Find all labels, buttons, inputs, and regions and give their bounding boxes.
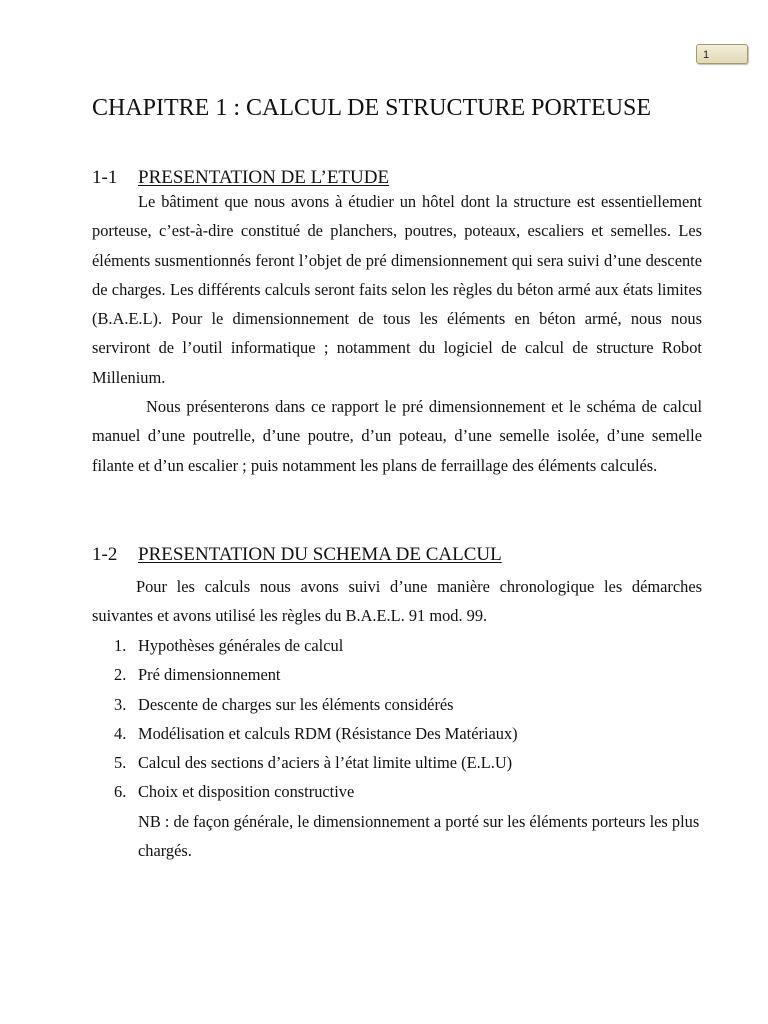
note-paragraph: NB : de façon générale, le dimensionnement a porté sur les éléments porteurs les plus chargés. bbox=[138, 812, 700, 861]
list-marker: 1. bbox=[114, 636, 127, 655]
calculation-steps-list bbox=[92, 631, 702, 807]
paragraph-report-content bbox=[92, 392, 702, 480]
list-marker: 5. bbox=[114, 753, 127, 773]
list-item-text: Calcul des sections d’aciers à l’état limite ultime (E.L.U) bbox=[138, 753, 513, 773]
list-item bbox=[92, 631, 702, 660]
paragraph-text: Le bâtiment que nous avons à étudier un hôtel dont la structure est essentiellement porteuse, c’est-à-dire constitué de planchers, poutres, poteaux, escaliers et semelles. Les éléments susmentionnés feront l’objet de pré dimensionnement qui sera suivi d’une descente de charges. Les différents calculs seront faits selon les règles du béton armé aux états limites (B.A.E.L). Pour le dimensionnement de tous les éléments en béton armé, nous nous serviront de l’outil informatique ; notamment du logiciel de calcul de structure Robot Millenium. bbox=[92, 192, 702, 387]
list-marker: 3. bbox=[114, 694, 127, 714]
paragraph-text: Pour les calculs nous avons suivi d’une manière chronologique les démarches suivantes et avons utilisé les règles du B.A.E.L. 91 mod. 99. bbox=[92, 577, 702, 626]
section-title: PRESENTATION DE L’ETUDE bbox=[138, 167, 390, 188]
section-title: PRESENTATION DU SCHEMA DE CALCUL bbox=[138, 544, 502, 565]
list-item-text: Modélisation et calculs RDM (Résistance Des Matériaux) bbox=[138, 723, 518, 743]
list-marker: 4. bbox=[114, 723, 127, 743]
paragraph-study-presentation bbox=[92, 187, 702, 392]
chapter-title: CHAPITRE 1 : CALCUL DE STRUCTURE PORTEUSE bbox=[92, 95, 652, 121]
page-number: 1 bbox=[696, 44, 748, 64]
section-heading-1-2 bbox=[92, 543, 702, 567]
paragraph-calculation-intro bbox=[92, 572, 702, 631]
section-number: 1-1 bbox=[92, 167, 118, 188]
list-item bbox=[92, 660, 702, 689]
list-item bbox=[92, 777, 702, 806]
list-item bbox=[92, 690, 702, 719]
list-marker: 6. bbox=[114, 782, 127, 802]
section-number: 1-2 bbox=[92, 544, 118, 565]
list-item bbox=[92, 748, 702, 777]
list-item-text: Hypothèses générales de calcul bbox=[138, 636, 344, 655]
list-item-text: Descente de charges sur les éléments considérés bbox=[138, 694, 454, 714]
paragraph-text: Nous présenterons dans ce rapport le pré dimensionnement et le schéma de calcul manuel d’une poutrelle, d’une poutre, d’un poteau, d’une semelle isolée, d’une semelle filante et d’un escalier ; puis notamment les plans de ferraillage des éléments calculés. bbox=[92, 397, 702, 475]
list-marker: 2. bbox=[114, 665, 127, 685]
list-item bbox=[92, 719, 702, 748]
list-item-text: Choix et disposition constructive bbox=[138, 782, 355, 802]
list-item-text: Pré dimensionnement bbox=[138, 665, 281, 685]
